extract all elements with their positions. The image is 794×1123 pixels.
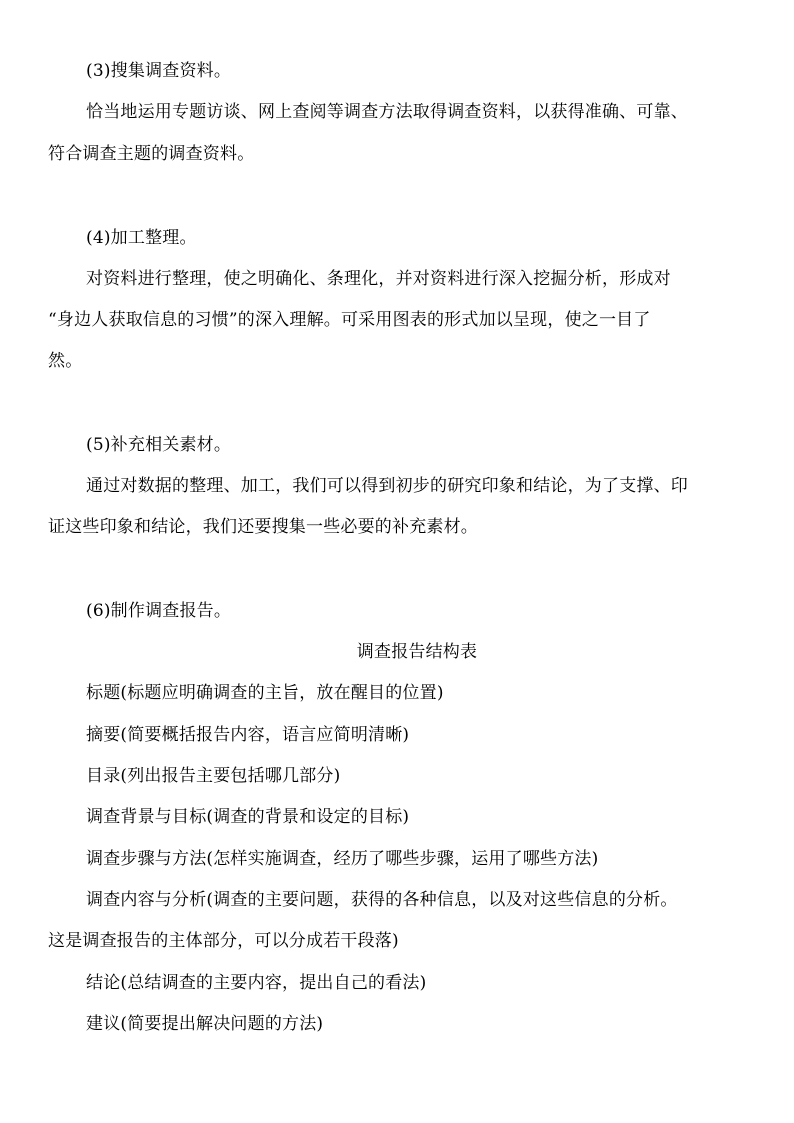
section-3-paragraph-line-2: 符合调查主题的调查资料。 [48, 144, 255, 164]
structure-item-title: 标题(标题应明确调查的主旨，放在醒目的位置) [86, 683, 444, 703]
structure-item-background: 调查背景与目标(调查的背景和设定的目标) [86, 807, 410, 827]
section-4-paragraph-line-2: “身边人获取信息的习惯”的深入理解。可采用图表的形式加以呈现，使之一目了 [48, 310, 651, 330]
structure-item-contents: 目录(列出报告主要包括哪几部分) [86, 766, 341, 786]
structure-item-analysis-line-1: 调查内容与分析(调查的主要问题，获得的各种信息，以及对这些信息的分析。 [86, 890, 678, 910]
section-4-heading: (4)加工整理。 [86, 228, 197, 248]
structure-item-methods: 调查步骤与方法(怎样实施调查，经历了哪些步骤，运用了哪些方法) [86, 849, 599, 869]
section-3-heading: (3)搜集调查资料。 [86, 61, 232, 81]
structure-item-analysis-line-2: 这是调查报告的主体部分，可以分成若干段落) [48, 931, 399, 951]
structure-item-abstract: 摘要(简要概括报告内容，语言应简明清晰) [86, 725, 410, 745]
section-5-paragraph-line-2: 证这些印象和结论，我们还要搜集一些必要的补充素材。 [48, 517, 478, 537]
structure-item-conclusion: 结论(总结调查的主要内容，提出自己的看法) [86, 973, 427, 993]
section-4-paragraph-line-1: 对资料进行整理，使之明确化、条理化，并对资料进行深入挖掘分析，形成对 [86, 269, 671, 289]
table-title: 调查报告结构表 [356, 642, 478, 662]
structure-item-suggestion: 建议(简要提出解决问题的方法) [86, 1014, 324, 1034]
section-3-paragraph-line-1: 恰当地运用专题访谈、网上查阅等调查方法取得调查资料，以获得准确、可靠、 [86, 102, 688, 122]
section-6-heading: (6)制作调查报告。 [86, 601, 232, 621]
section-5-heading: (5)补充相关素材。 [86, 435, 232, 455]
section-4-paragraph-line-3: 然。 [48, 351, 83, 371]
section-5-paragraph-line-1: 通过对数据的整理、加工，我们可以得到初步的研究印象和结论，为了支撑、印 [86, 476, 688, 496]
